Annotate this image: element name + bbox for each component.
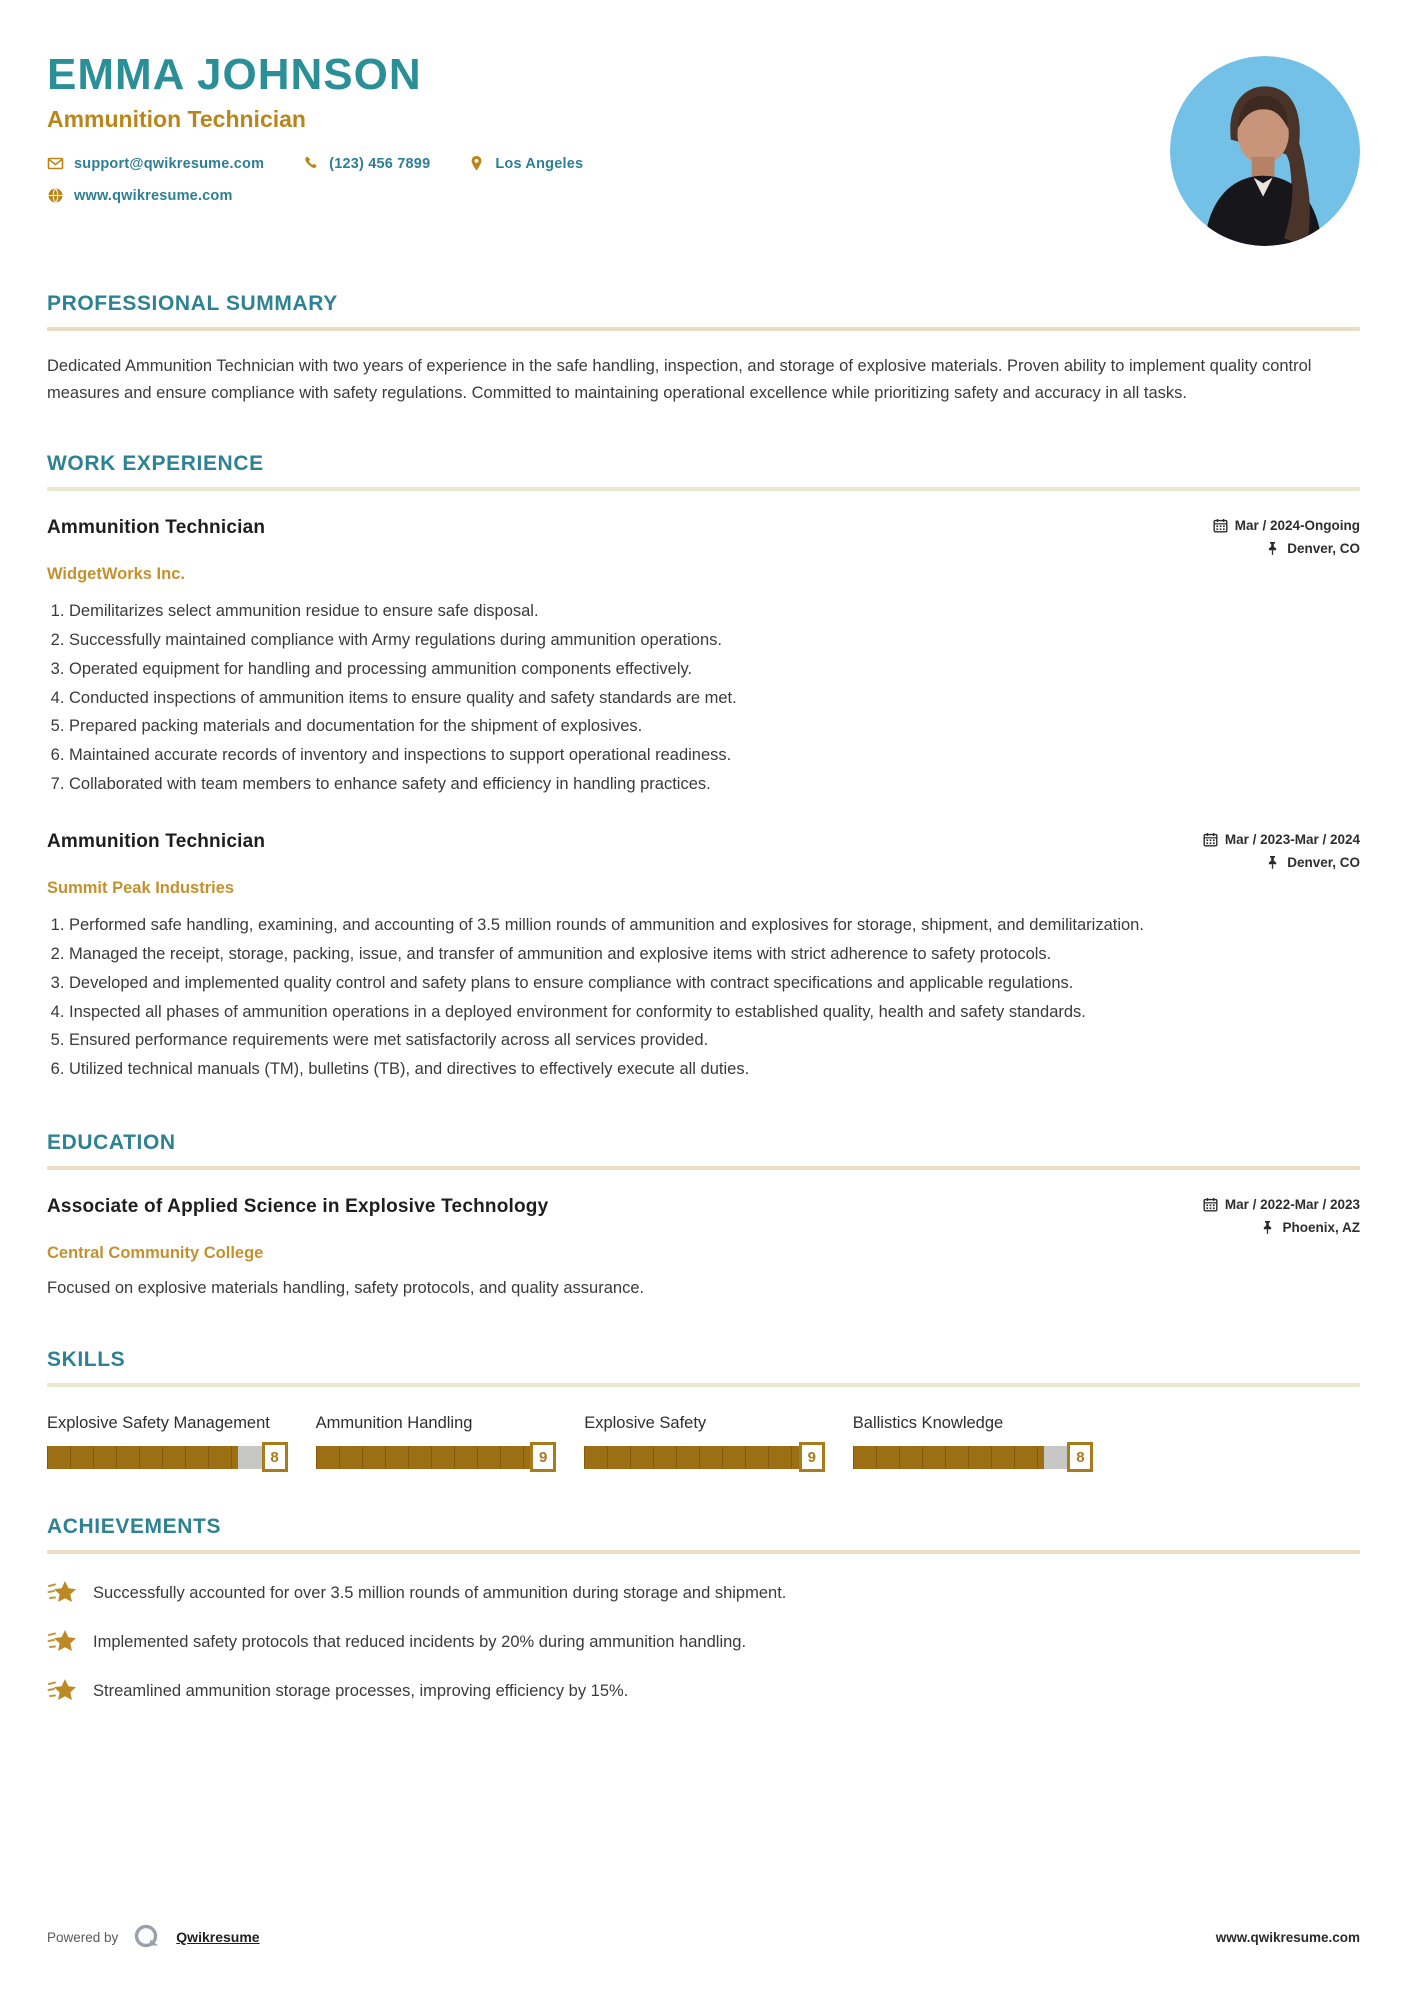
- skill-name: Ammunition Handling: [315, 1413, 473, 1432]
- education-location-text: Phoenix, AZ: [1282, 1219, 1360, 1235]
- person-name: EMMA JOHNSON: [47, 50, 422, 99]
- school-name: Central Community College: [47, 1243, 264, 1262]
- skills-grid: [47, 1413, 1360, 1469]
- job-dates-text: Mar / 2024-Ongoing: [1234, 518, 1360, 534]
- location-text: Los Angeles: [495, 155, 584, 172]
- section-divider: [47, 487, 1360, 491]
- education-meta: [1203, 1197, 1360, 1235]
- footer-website: www.qwikresume.com: [1215, 1929, 1360, 1945]
- job-entry: [47, 831, 1360, 1082]
- achievement-item: [47, 1578, 1360, 1608]
- qwikresume-link[interactable]: Qwikresume: [176, 1929, 260, 1945]
- header-identity: [47, 44, 1170, 219]
- achievements-heading: ACHIEVEMENTS: [47, 1514, 222, 1538]
- contact-email[interactable]: [47, 155, 264, 172]
- avatar: [1170, 56, 1360, 246]
- email-icon: [47, 155, 64, 172]
- skill-score-badge: 9: [530, 1442, 556, 1472]
- job-entry: [47, 517, 1360, 797]
- job-dates: [1213, 518, 1360, 533]
- achievement-item: [47, 1676, 1360, 1706]
- contact-info: [47, 155, 1170, 204]
- education-header-row: [47, 1196, 1360, 1235]
- job-dates-text: Mar / 2023-Mar / 2024: [1224, 832, 1360, 848]
- location-pin-icon: [468, 155, 485, 172]
- globe-icon: [47, 187, 64, 204]
- job-dates: [1203, 832, 1360, 847]
- job-meta: [1213, 518, 1360, 556]
- experience-heading: WORK EXPERIENCE: [47, 452, 264, 476]
- job-location-text: Denver, CO: [1287, 541, 1360, 557]
- skill-bar: [316, 1446, 555, 1469]
- section-education: [47, 1131, 1360, 1302]
- skill-bar: [47, 1446, 286, 1469]
- skill-bar-fill: [316, 1446, 531, 1469]
- job-bullet: 2. Successfully maintained compliance with Army regulations during ammunition operations.: [69, 627, 1360, 654]
- skill-item: [47, 1413, 286, 1469]
- job-bullet: 4. Inspected all phases of ammunition operations in a deployed environment for conformity to established quality, health and safety standards.: [69, 999, 1360, 1026]
- education-description: Focused on explosive materials handling, safety protocols, and quality assurance.: [47, 1278, 645, 1297]
- job-bullet: 1. Demilitarizes select ammunition residue to ensure safe disposal.: [69, 598, 1360, 625]
- education-dates: [1203, 1197, 1360, 1212]
- section-divider: [47, 1383, 1360, 1387]
- job-location: [1265, 541, 1360, 556]
- job-bullet-list: [47, 912, 1360, 1082]
- section-professional-summary: [47, 292, 1360, 406]
- skills-heading: SKILLS: [47, 1347, 126, 1371]
- education-location: [1260, 1220, 1360, 1235]
- job-location-text: Denver, CO: [1287, 855, 1360, 871]
- job-header-row: [47, 517, 1360, 556]
- footer-branding: [47, 1922, 260, 1952]
- calendar-icon: [1203, 1197, 1218, 1212]
- job-bullet: 3. Operated equipment for handling and processing ammunition components effectively.: [69, 656, 1360, 683]
- skill-bar: [584, 1446, 823, 1469]
- job-bullet: 1. Performed safe handling, examining, and accounting of 3.5 million rounds of ammunition and explosives for storage, shipment, and demilitarization.: [69, 912, 1360, 939]
- person-job-title: Ammunition Technician: [47, 106, 306, 132]
- job-bullet: 5. Prepared packing materials and documentation for the shipment of explosives.: [69, 713, 1360, 740]
- education-heading: EDUCATION: [47, 1130, 176, 1154]
- contact-row-2: [47, 187, 1170, 204]
- skill-bar-fill: [47, 1446, 238, 1469]
- skill-name: Ballistics Knowledge: [852, 1413, 1004, 1432]
- phone-text: (123) 456 7899: [329, 155, 431, 172]
- website-text: www.qwikresume.com: [74, 187, 233, 204]
- summary-text: Dedicated Ammunition Technician with two years of experience in the safe handling, inspection, and storage of explosive materials. Proven ability to implement quality control measures and ensure compliance with safety regulations. Committed to maintaining operational excellence while prioritizing safety and accuracy in all tasks.: [47, 357, 1312, 402]
- degree-title: Associate of Applied Science in Explosive Technology: [47, 1195, 549, 1217]
- achievement-text: Streamlined ammunition storage processes, improving efficiency by 15%.: [93, 1681, 629, 1700]
- job-title: Ammunition Technician: [47, 831, 266, 853]
- shooting-star-icon: [47, 1578, 77, 1608]
- job-title: Ammunition Technician: [47, 517, 266, 539]
- job-location: [1265, 855, 1360, 870]
- skill-name: Explosive Safety: [584, 1413, 707, 1432]
- skill-score-badge: 8: [1067, 1442, 1093, 1472]
- pushpin-icon: [1265, 855, 1280, 870]
- skill-bar: [853, 1446, 1092, 1469]
- shooting-star-icon: [47, 1627, 77, 1657]
- job-company: WidgetWorks Inc.: [47, 565, 185, 584]
- summary-heading: PROFESSIONAL SUMMARY: [47, 292, 338, 315]
- job-header-row: [47, 831, 1360, 870]
- job-bullet: 2. Managed the receipt, storage, packing, issue, and transfer of ammunition and explosive items with strict adherence to safety protocols.: [69, 941, 1360, 968]
- job-bullet-list: [47, 598, 1360, 797]
- calendar-icon: [1213, 518, 1228, 533]
- pushpin-icon: [1265, 541, 1280, 556]
- qwikresume-logo-icon: [132, 1922, 162, 1952]
- shooting-star-icon: [47, 1676, 77, 1706]
- section-achievements: [47, 1515, 1360, 1725]
- section-divider: [47, 327, 1360, 331]
- skill-item: [584, 1413, 823, 1469]
- powered-by-label: Powered by: [47, 1929, 119, 1945]
- footer: [47, 1922, 1360, 1952]
- section-skills: [47, 1348, 1360, 1469]
- section-divider: [47, 1166, 1360, 1170]
- skill-score-badge: 9: [799, 1442, 825, 1472]
- header: [47, 44, 1360, 246]
- skill-bar-fill: [853, 1446, 1044, 1469]
- job-company: Summit Peak Industries: [47, 879, 235, 898]
- phone-icon: [302, 155, 319, 172]
- section-divider: [47, 1550, 1360, 1554]
- job-bullet: 4. Conducted inspections of ammunition items to ensure quality and safety standards are met.: [69, 685, 1360, 712]
- skill-spacer: [1121, 1413, 1360, 1469]
- calendar-icon: [1203, 832, 1218, 847]
- avatar-photo: [1170, 56, 1360, 246]
- education-dates-text: Mar / 2022-Mar / 2023: [1224, 1196, 1360, 1212]
- contact-website[interactable]: [47, 187, 233, 204]
- skill-bar-fill: [584, 1446, 799, 1469]
- achievement-item: [47, 1627, 1360, 1657]
- contact-phone[interactable]: [302, 155, 430, 172]
- pushpin-icon: [1260, 1220, 1275, 1235]
- skill-name: Explosive Safety Management: [47, 1413, 270, 1432]
- email-text: support@qwikresume.com: [74, 155, 265, 172]
- achievements-list: [47, 1578, 1360, 1706]
- skill-item: [316, 1413, 555, 1469]
- education-entry: [47, 1196, 1360, 1302]
- job-bullet: 7. Collaborated with team members to enhance safety and efficiency in handling practices.: [69, 771, 1360, 798]
- achievement-text: Successfully accounted for over 3.5 million rounds of ammunition during storage and shipment.: [93, 1583, 787, 1602]
- job-bullet: 5. Ensured performance requirements were met satisfactorily across all services provided.: [69, 1027, 1360, 1054]
- skill-score-badge: 8: [262, 1442, 288, 1472]
- skill-item: [853, 1413, 1092, 1469]
- achievement-text: Implemented safety protocols that reduced incidents by 20% during ammunition handling.: [93, 1632, 747, 1651]
- job-meta: [1203, 832, 1360, 870]
- job-bullet: 3. Developed and implemented quality control and safety plans to ensure compliance with contract specifications and applicable regulations.: [69, 970, 1360, 997]
- section-work-experience: [47, 452, 1360, 1084]
- contact-row-1: [47, 155, 1170, 172]
- contact-location: [468, 155, 583, 172]
- job-bullet: 6. Maintained accurate records of inventory and inspections to support operational readiness.: [69, 742, 1360, 769]
- job-bullet: 6. Utilized technical manuals (TM), bulletins (TB), and directives to effectively execute all duties.: [69, 1056, 1360, 1083]
